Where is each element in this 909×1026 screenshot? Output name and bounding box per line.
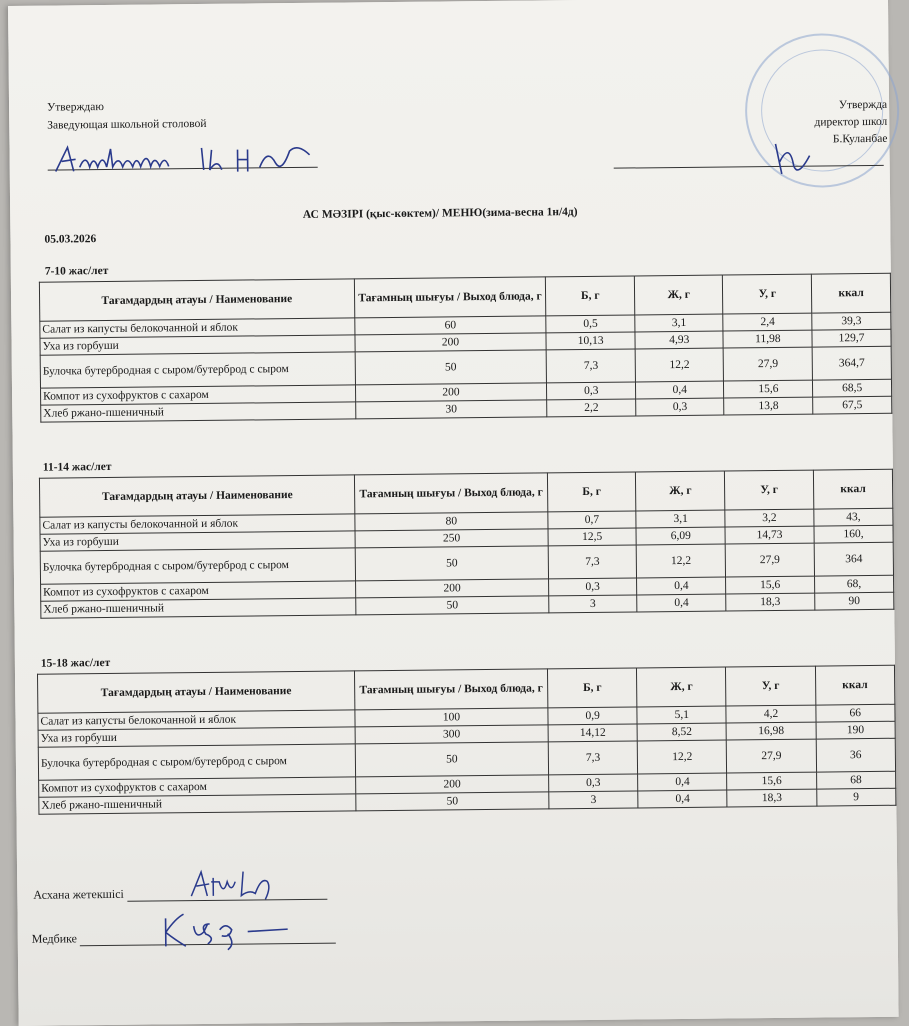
- col-output-header: Тағамның шығуы / Выход блюда, г: [355, 473, 548, 514]
- menu-table-15-18: [37, 665, 896, 815]
- dish-fat: 0,4: [635, 381, 724, 399]
- dish-name: Уха из горбуши: [38, 727, 355, 747]
- dish-protein: 7,3: [548, 545, 637, 579]
- approval-left: [47, 97, 207, 135]
- col-protein-header: Б, г: [547, 472, 636, 512]
- dish-kcal: 66: [815, 704, 895, 722]
- approval-left-line2: Заведующая школьной столовой: [47, 117, 207, 132]
- dish-carb: 4,2: [726, 705, 815, 723]
- approval-right-line1: Утвержда: [838, 98, 888, 112]
- dish-name: Булочка бутербродная с сыром/бутерброд с сыром: [38, 744, 355, 780]
- dish-protein: 7,3: [546, 349, 635, 383]
- col-protein-header: Б, г: [546, 276, 635, 316]
- col-carb-header: У, г: [726, 666, 816, 706]
- dish-kcal: 39,3: [812, 312, 891, 330]
- dish-kcal: 9: [816, 788, 896, 806]
- dish-carb: 16,98: [726, 722, 815, 740]
- col-output-header: Тағамның шығуы / Выход блюда, г: [354, 277, 546, 318]
- dish-fat: 0,4: [638, 790, 727, 808]
- dish-fat: 3,1: [636, 510, 725, 528]
- dish-carb: 14,73: [725, 526, 814, 544]
- dish-name: Булочка бутербродная с сыром/бутерброд с сыром: [40, 352, 355, 388]
- col-kcal-header: ккал: [815, 665, 895, 705]
- handwritten-signature-head-canteen: [51, 139, 331, 178]
- dish-output: 50: [355, 742, 549, 777]
- col-kcal-header: ккал: [813, 469, 892, 509]
- dish-output: 200: [356, 579, 548, 598]
- dish-kcal: 129,7: [812, 329, 891, 347]
- dish-kcal: 160,: [814, 525, 893, 543]
- dish-kcal: 67,5: [813, 396, 892, 414]
- dish-name: Хлеб ржано-пшеничный: [41, 402, 356, 422]
- approval-right-line3: Б.Куланбае: [832, 132, 888, 146]
- dish-carb: 27,9: [727, 739, 817, 773]
- dish-kcal: 68,5: [813, 379, 892, 397]
- dish-output: 50: [356, 596, 548, 615]
- col-fat-header: Ж, г: [636, 471, 725, 511]
- dish-kcal: 364: [814, 542, 893, 576]
- col-name-header: Тағамдардың атауы / Наименование: [37, 671, 354, 713]
- section-age-7-10: 7-10 жас/лет: [44, 264, 109, 278]
- dish-protein: 3: [548, 595, 637, 613]
- dish-fat: 4,93: [635, 331, 724, 349]
- dish-kcal: 43,: [814, 508, 893, 526]
- dish-name: Хлеб ржано-пшеничный: [39, 794, 356, 814]
- dish-output: 80: [355, 512, 547, 531]
- dish-carb: 13,8: [724, 397, 813, 415]
- dish-carb: 15,6: [726, 576, 815, 594]
- dish-carb: 11,98: [723, 330, 812, 348]
- dish-carb: 27,9: [724, 347, 813, 381]
- dish-protein: 2,2: [547, 399, 636, 417]
- menu-table-7-10: [39, 273, 892, 423]
- dish-kcal: 90: [815, 592, 894, 610]
- dish-carb: 2,4: [723, 313, 812, 331]
- dish-name: Хлеб ржано-пшеничный: [41, 598, 356, 618]
- handwritten-signature-nurse: [158, 911, 308, 953]
- dish-protein: 0,5: [546, 315, 635, 333]
- dish-output: 30: [355, 400, 547, 419]
- col-kcal-header: ккал: [811, 273, 890, 313]
- dish-kcal: 36: [816, 738, 896, 772]
- dish-fat: 5,1: [637, 706, 726, 724]
- dish-kcal: 68,: [814, 575, 893, 593]
- dish-kcal: 68: [816, 771, 896, 789]
- dish-output: 200: [354, 333, 546, 352]
- dish-output: 100: [355, 708, 548, 727]
- dish-output: 60: [354, 316, 546, 335]
- section-age-11-14: 11-14 жас/лет: [42, 460, 112, 474]
- dish-kcal: 190: [816, 721, 896, 739]
- document-page: [8, 0, 899, 1026]
- dish-carb: 18,3: [726, 593, 815, 611]
- dish-fat: 0,4: [637, 577, 726, 595]
- col-output-header: Тағамның шығуы / Выход блюда, г: [354, 669, 548, 710]
- menu-date: 05.03.2026: [44, 233, 97, 246]
- dish-carb: 27,9: [725, 543, 814, 577]
- dish-protein: 0,7: [547, 511, 636, 529]
- approval-right-line2: директор школ: [814, 115, 888, 129]
- dish-name: Салат из капусты белокочанной и яблок: [40, 514, 355, 534]
- dish-output: 50: [356, 792, 549, 811]
- dish-name: Компот из сухофруктов с сахаром: [39, 777, 356, 797]
- dish-output: 200: [355, 775, 548, 794]
- dish-fat: 3,1: [635, 314, 724, 332]
- dish-output: 50: [356, 546, 549, 581]
- dish-fat: 12,2: [637, 740, 726, 774]
- col-name-header: Тағамдардың атауы / Наименование: [39, 475, 355, 517]
- handwritten-signature-chef: [187, 867, 287, 902]
- col-protein-header: Б, г: [548, 668, 638, 708]
- dish-protein: 0,9: [548, 707, 637, 725]
- dish-fat: 12,2: [635, 348, 724, 382]
- col-fat-header: Ж, г: [634, 275, 723, 315]
- col-name-header: Тағамдардың атауы / Наименование: [39, 279, 354, 321]
- dish-protein: 3: [549, 791, 638, 809]
- col-carb-header: У, г: [725, 470, 814, 510]
- dish-carb: 3,2: [725, 509, 814, 527]
- dish-carb: 18,3: [727, 789, 816, 807]
- dish-carb: 15,6: [727, 772, 816, 790]
- dish-kcal: 364,7: [812, 346, 891, 380]
- chef-label: Асхана жетекшісі: [33, 886, 124, 902]
- menu-title: АС МӘЗІРІ (қыс-көктем)/ МЕНЮ(зима-весна 1н/4д): [302, 206, 578, 221]
- col-fat-header: Ж, г: [637, 667, 727, 707]
- dish-name: Компот из сухофруктов с сахаром: [41, 581, 356, 601]
- dish-fat: 6,09: [636, 527, 725, 545]
- dish-fat: 12,2: [637, 544, 726, 578]
- dish-protein: 10,13: [546, 332, 635, 350]
- dish-protein: 0,3: [548, 578, 637, 596]
- approval-left-line1: Утверждаю: [47, 101, 105, 114]
- section-age-15-18: 15-18 жас/лет: [40, 656, 111, 670]
- dish-name: Компот из сухофруктов с сахаром: [41, 385, 356, 405]
- dish-fat: 8,52: [637, 723, 726, 741]
- dish-fat: 0,4: [637, 594, 726, 612]
- dish-protein: 0,3: [549, 774, 638, 792]
- handwritten-signature-director: [769, 137, 829, 178]
- dish-carb: 15,6: [724, 380, 813, 398]
- dish-fat: 0,4: [638, 773, 727, 791]
- dish-fat: 0,3: [636, 398, 725, 416]
- nurse-label: Медбике: [31, 931, 78, 946]
- dish-output: 300: [355, 725, 548, 744]
- dish-name: Уха из горбуши: [40, 335, 355, 355]
- dish-name: Салат из капусты белокочанной и яблок: [40, 318, 355, 338]
- dish-output: 200: [355, 383, 547, 402]
- dish-output: 250: [355, 529, 547, 548]
- dish-protein: 7,3: [548, 741, 638, 775]
- dish-output: 50: [355, 350, 547, 385]
- dish-name: Булочка бутербродная с сыром/бутерброд с сыром: [40, 548, 356, 584]
- dish-protein: 14,12: [548, 724, 637, 742]
- dish-protein: 0,3: [547, 382, 636, 400]
- dish-name: Уха из горбуши: [40, 531, 355, 551]
- dish-name: Салат из капусты белокочанной и яблок: [38, 710, 355, 730]
- dish-protein: 12,5: [548, 528, 637, 546]
- col-carb-header: У, г: [723, 274, 812, 314]
- menu-table-11-14: [39, 469, 894, 619]
